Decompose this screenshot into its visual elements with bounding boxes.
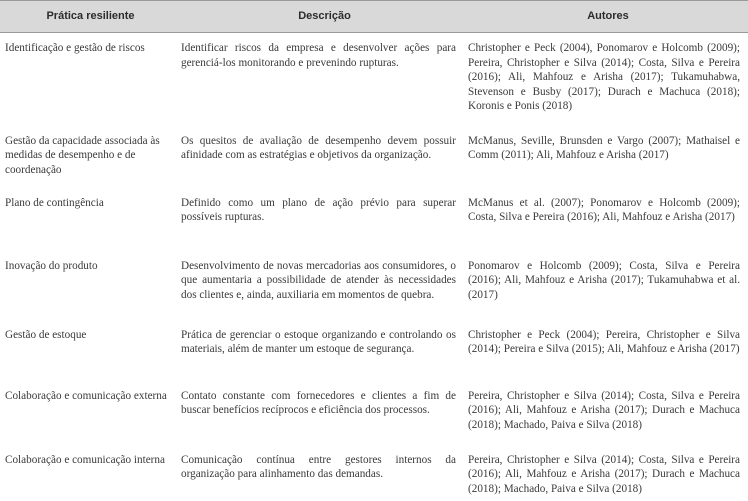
table-row [0, 445, 748, 497]
cell-pratica: Gestão da capacidade associada às medidas de desempenho e de coordenação [5, 134, 160, 176]
table-row [0, 126, 748, 188]
cell-descricao: Prática de gerenciar o estoque organizando e controlando os materiais, além de manter um estoque de segurança. [181, 328, 456, 356]
cell-descricao: Contato constante com fornecedores e clientes a fim de buscar benefícios recíprocos e eficiência dos processos. [181, 389, 456, 417]
cell-descricao: Comunicação contínua entre gestores internos da organização para alinhamento das demandas. [181, 453, 456, 481]
cell-descricao: Desenvolvimento de novas mercadorias aos consumidores, o que aumentaria a possibilidade de atender às necessidades dos clientes e, ainda, auxiliaria em momentos de quebra. [181, 259, 456, 301]
header-pratica: Prática resiliente [0, 1, 181, 33]
table-row [0, 251, 748, 320]
cell-descricao: Definido como um plano de ação prévio para superar possíveis rupturas. [181, 196, 456, 224]
table-row [0, 381, 748, 445]
cell-autores: McManus et al. (2007); Ponomarov e Holcomb (2009); Costa, Silva e Pereira (2016); Ali, Mahfouz e Arisha (2017) [468, 196, 740, 224]
cell-pratica: Inovação do produto [5, 259, 98, 272]
table-row [0, 33, 748, 126]
cell-descricao: Identificar riscos da empresa e desenvolver ações para gerenciá-los monitorando e prevenindo rupturas. [181, 42, 456, 69]
cell-pratica: Gestão de estoque [5, 328, 87, 341]
cell-autores: Christopher e Peck (2004); Pereira, Christopher e Silva (2014); Pereira e Silva (2015); Ali, Mahfouz e Arisha (2017) [468, 328, 740, 356]
table-row [0, 188, 748, 251]
table-header-row [0, 1, 748, 33]
cell-autores: Pereira, Christopher e Silva (2014); Costa, Silva e Pereira (2016); Ali, Mahfouz e Arisha (2017); Durach e Machuca (2018); Machado, Paiva e Silva (2018) [468, 453, 740, 495]
cell-autores: McManus, Seville, Brunsden e Vargo (2007); Mathaisel e Comm (2011); Ali, Mahfouz e Arisha (2017) [468, 134, 740, 162]
cell-pratica: Identificação e gestão de riscos [5, 42, 145, 54]
header-descricao: Descrição [181, 1, 468, 33]
cell-autores: Christopher e Peck (2004), Ponomarov e Holcomb (2009); Pereira, Christopher e Silva (2014); Costa, Silva e Pereira (2016); Ali, Mahfouz e Arisha (2017); Tukamuhabwa, Stevenson e Busby (2017); Durach e Machuca (2018); Koronis e Ponis (2018) [468, 42, 740, 113]
cell-autores: Pereira, Christopher e Silva (2014); Costa, Silva e Pereira (2016); Ali, Mahfouz e Arisha (2017); Durach e Machuca (2018); Machado, Paiva e Silva (2018) [468, 389, 740, 431]
table-row [0, 320, 748, 381]
cell-pratica: Colaboração e comunicação externa [5, 389, 167, 402]
cell-descricao: Os quesitos de avaliação de desempenho devem possuir afinidade com as estratégias e objetivos da organização. [181, 134, 456, 162]
cell-pratica: Plano de contingência [5, 196, 104, 209]
cell-pratica: Colaboração e comunicação interna [5, 453, 165, 466]
cell-autores: Ponomarov e Holcomb (2009); Costa, Silva e Pereira (2016); Ali, Mahfouz e Arisha (2017); Tukamuhabwa et al. (2017) [468, 259, 740, 301]
header-autores: Autores [468, 1, 748, 33]
